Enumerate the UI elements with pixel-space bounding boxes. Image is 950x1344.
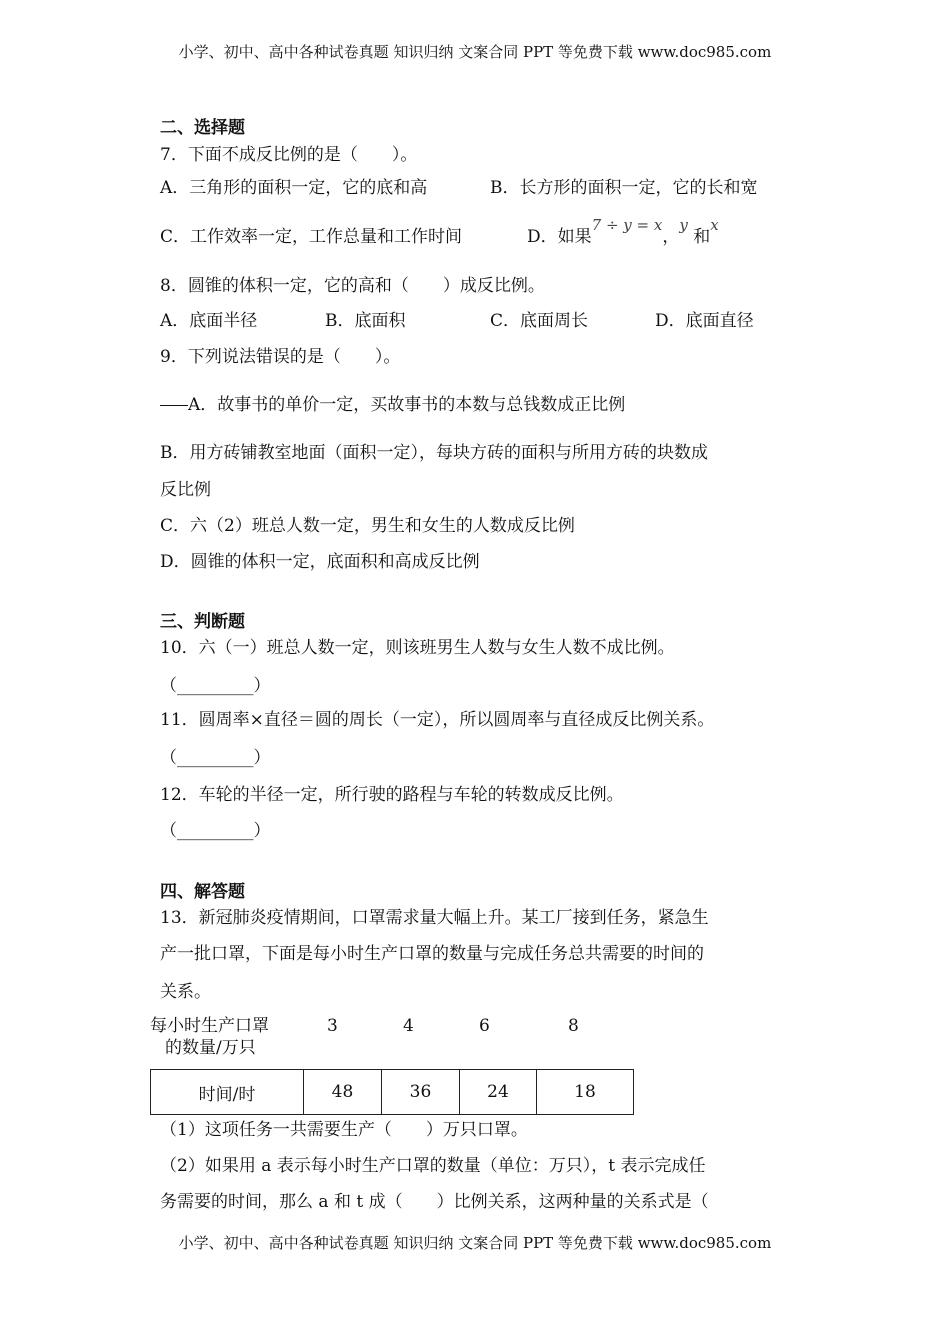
q9-option-a <box>160 394 625 416</box>
question-13-line3: 关系。 <box>160 982 211 1002</box>
part-2: （2）如果用 a 表示每小时生产口罩的数量（单位：万只），t 表示完成任 <box>160 1156 706 1176</box>
q8-option-d: D．底面直径 <box>655 311 754 331</box>
q8-option-a: A．底面半径 <box>160 311 258 331</box>
q9-option-b: B．用方砖铺教室地面（面积一定），每块方砖的面积与所用方砖的块数成 <box>160 443 708 463</box>
question-10: 10．六（一）班总人数一定，则该班男生人数与女生人数不成比例。 <box>160 638 675 658</box>
comma: ， <box>662 227 680 247</box>
question-11: 11．圆周率×直径＝圆的周长（一定），所以圆周率与直径成反比例关系。 <box>160 710 715 730</box>
row1-label-2: 的数量/万只 <box>165 1038 256 1058</box>
equation: 7 ÷ y = x <box>591 216 663 234</box>
row1-value: 4 <box>403 1016 414 1036</box>
part-1: （1）这项任务一共需要生产（ ）万只口罩。 <box>160 1120 528 1140</box>
q7-option-a: A．三角形的面积一定，它的底和高 <box>160 178 428 198</box>
and-text: 和 <box>693 227 711 247</box>
row2-value: 18 <box>537 1070 634 1115</box>
data-table <box>150 1069 634 1115</box>
section-title: 四、解答题 <box>160 882 245 902</box>
page-header: 小学、初中、高中各种试卷真题 知识归纳 文案合同 PPT 等免费下载 www.doc985.com <box>178 43 772 61</box>
question-7: 7．下面不成反比例的是（ ）。 <box>160 145 418 165</box>
part-2-line2: 务需要的时间，那么 a 和 t 成（ ）比例关系，这两种量的关系式是（ <box>160 1192 709 1212</box>
q8-option-b: B．底面积 <box>325 311 406 331</box>
q7-option-d <box>527 216 719 248</box>
section-title: 二、选择题 <box>160 118 245 138</box>
row2-value: 48 <box>304 1070 382 1115</box>
q8-option-c: C．底面周长 <box>490 311 589 331</box>
q9-option-c: C．六（2）班总人数一定，男生和女生的人数成反比例 <box>160 516 575 536</box>
row1-value: 8 <box>568 1016 579 1036</box>
row1-label: 每小时生产口罩 <box>150 1016 269 1036</box>
row2-value: 36 <box>382 1070 460 1115</box>
row2-label: 时间/时 <box>151 1070 304 1115</box>
q7-option-b: B．长方形的面积一定，它的长和宽 <box>490 178 758 198</box>
answer-blank: （_________） <box>160 821 271 841</box>
question-8: 8．圆锥的体积一定，它的高和（ ）成反比例。 <box>160 276 545 296</box>
q9a-text: A．故事书的单价一定，买故事书的本数与总钱数成正比例 <box>188 395 626 415</box>
row1-value: 6 <box>479 1016 490 1036</box>
question-13-line2: 产一批口罩，下面是每小时生产口罩的数量与完成任务总共需要的时间的 <box>160 944 704 964</box>
section-title: 三、判断题 <box>160 612 245 632</box>
page-footer: 小学、初中、高中各种试卷真题 知识归纳 文案合同 PPT 等免费下载 www.doc985.com <box>178 1234 772 1252</box>
row2-value: 24 <box>460 1070 537 1115</box>
question-9: 9．下列说法错误的是（ ）。 <box>160 347 401 367</box>
underline-mark <box>160 405 188 406</box>
question-12: 12．车轮的半径一定，所行驶的路程与车轮的转数成反比例。 <box>160 785 624 805</box>
question-13: 13．新冠肺炎疫情期间，口罩需求量大幅上升。某工厂接到任务，紧急生 <box>160 908 709 928</box>
q7-option-c: C．工作效率一定，工作总量和工作时间 <box>160 227 463 247</box>
q9-option-b-cont: 反比例 <box>160 480 211 500</box>
q7d-text: D．如果 <box>527 227 592 247</box>
answer-blank: （_________） <box>160 676 271 696</box>
q9-option-d: D．圆锥的体积一定，底面积和高成反比例 <box>160 552 480 572</box>
answer-blank: （_________） <box>160 748 271 768</box>
var-y: y <box>679 216 688 234</box>
var-x: x <box>710 216 719 234</box>
row1-value: 3 <box>327 1016 338 1036</box>
